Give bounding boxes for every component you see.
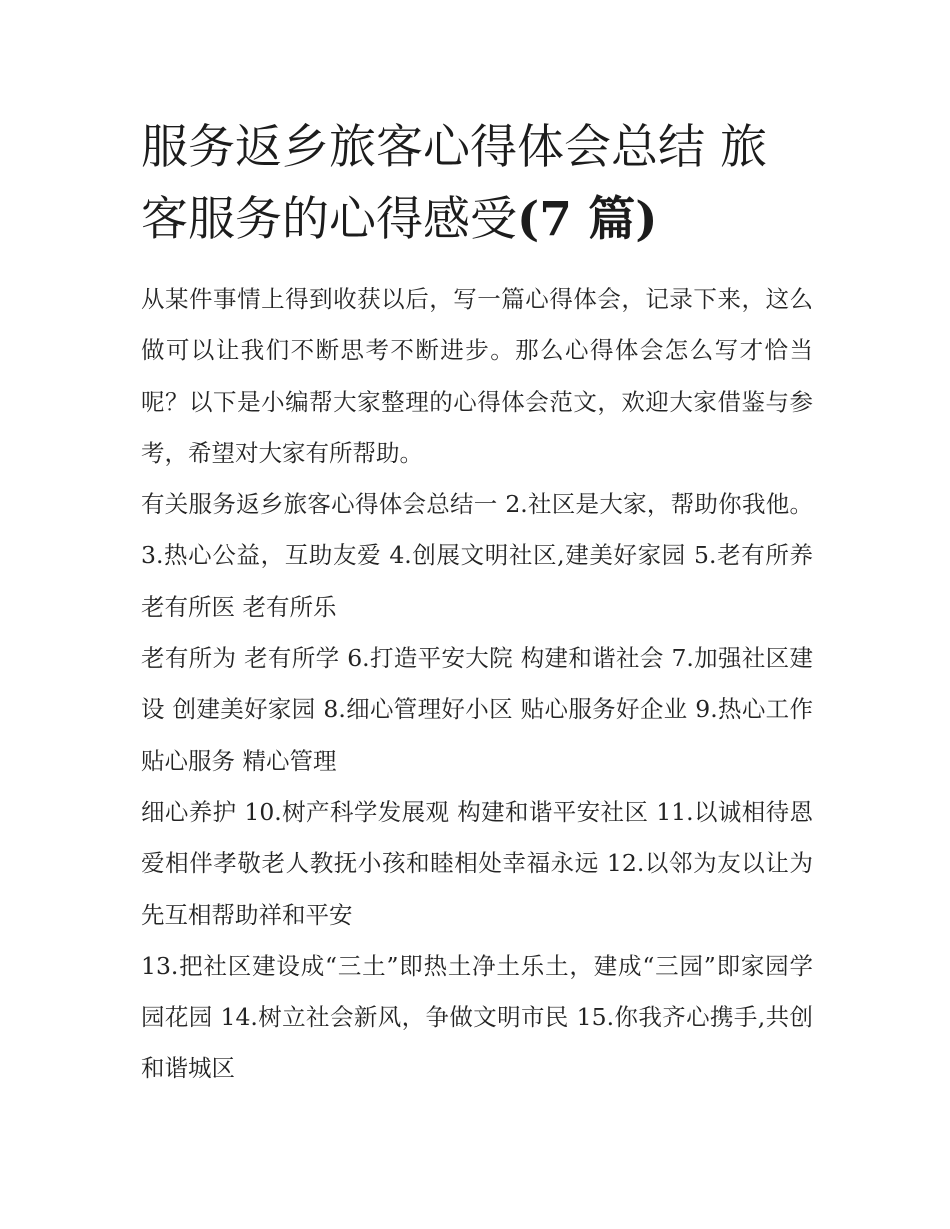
paragraph-4: 13.把社区建设成“三土”即热土净土乐土，建成“三园”即家园学园花园 14.树立社会新风，争做文明市民 15.你我齐心携手,共创和谐城区 — [141, 951, 813, 1083]
paragraph-intro: 从某件事情上得到收获以后，写一篇心得体会，记录下来，这么做可以让我们不断思考不断进步。那么心得体会怎么写才恰当呢？以下是小编帮大家整理的心得体会范文，欢迎大家借鉴与参考，希望对大家有所帮助。 — [141, 285, 813, 467]
title-count: (7 篇) — [517, 192, 658, 247]
paragraph-2: 老有所为 老有所学 6.打造平安大院 构建和谐社会 7.加强社区建设 创建美好家园 8.细心管理好小区 贴心服务好企业 9.热心工作 贴心服务 精心管理 — [141, 644, 813, 775]
document-title — [141, 112, 813, 256]
title-text: 服务返乡旅客心得体会总结 旅客服务的心得感受 — [141, 120, 767, 247]
document-body — [141, 274, 813, 1095]
paragraph-1: 有关服务返乡旅客心得体会总结一 2.社区是大家，帮助你我他。 3.热心公益，互助友爱 4.创展文明社区,建美好家园 5.老有所养 老有所医 老有所乐 — [141, 490, 813, 621]
document-page — [141, 112, 813, 1095]
paragraph-3: 细心养护 10.树产科学发展观 构建和谐平安社区 11.以诚相待恩爱相伴孝敬老人教抚小孩和睦相处幸福永远 12.以邻为友以让为先互相帮助祥和平安 — [141, 797, 813, 929]
